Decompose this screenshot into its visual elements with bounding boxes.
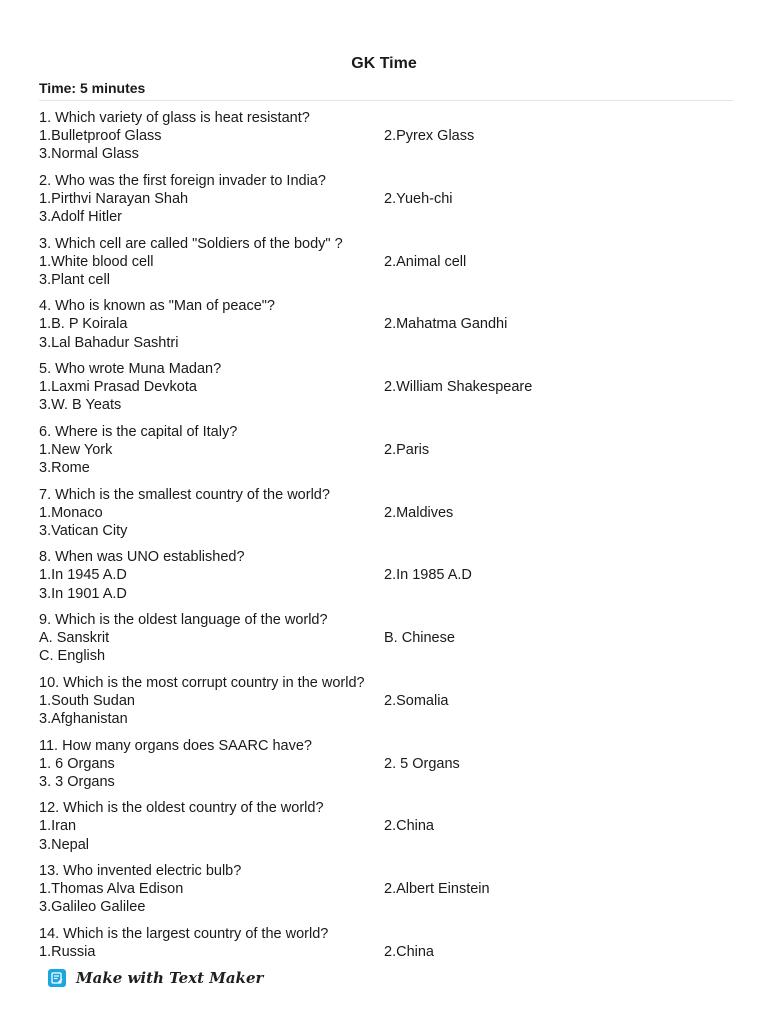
header-divider: [39, 100, 733, 101]
question-item: [39, 109, 733, 172]
question-text: 13. Who invented electric bulb?: [39, 863, 242, 879]
question-item: [39, 486, 733, 549]
option-2: 2.William Shakespeare: [384, 379, 533, 396]
option-2: 2.Albert Einstein: [384, 881, 490, 898]
option-2: 2.China: [384, 943, 434, 960]
option-2: 2.Mahatma Gandhi: [384, 316, 508, 333]
option-3: 3.Adolf Hitler: [39, 209, 123, 226]
option-1: 1.Bulletproof Glass: [39, 128, 162, 145]
question-text: 7. Which is the smallest country of the world?: [39, 486, 330, 503]
option-2: 2.Paris: [384, 441, 430, 458]
text-maker-logo-icon: [48, 969, 66, 987]
option-1: 1.In 1945 A.D: [39, 567, 127, 584]
question-text: 6. Where is the capital of Italy?: [39, 423, 238, 440]
option-1: 1.Monaco: [39, 504, 103, 521]
option-1: 1.White blood cell: [39, 253, 154, 270]
question-text: 2. Who was the first foreign invader to India?: [39, 172, 326, 189]
question-item: [39, 799, 733, 862]
question-text: 3. Which cell are called "Soldiers of the body" ?: [39, 235, 343, 252]
option-3: 3.Vatican City: [39, 522, 128, 539]
option-2: 2.Somalia: [384, 692, 449, 709]
question-item: [39, 611, 733, 674]
option-1: 1.B. P Koirala: [39, 316, 128, 333]
question-text: 12. Which is the oldest country of the world?: [39, 800, 324, 817]
question-text: 8. When was UNO established?: [39, 549, 245, 566]
question-item: [39, 674, 733, 737]
question-item: [39, 235, 733, 298]
option-3: 3.Normal Glass: [39, 146, 139, 163]
option-3: 3. 3 Organs: [39, 773, 115, 790]
option-2: 2.Maldives: [384, 504, 454, 521]
option-1: A. Sanskrit: [39, 630, 110, 647]
time-limit: Time: 5 minutes: [39, 80, 146, 96]
option-3: 3.Rome: [39, 460, 90, 477]
question-item: [39, 548, 733, 611]
option-3: 3.Galileo Galilee: [39, 899, 146, 916]
option-3: 3.In 1901 A.D: [39, 585, 127, 602]
option-1: 1. 6 Organs: [39, 755, 115, 772]
question-item: [39, 172, 733, 235]
option-1: 1.Pirthvi Narayan Shah: [39, 190, 189, 207]
question-text: 4. Who is known as "Man of peace"?: [39, 298, 275, 315]
question-text: 5. Who wrote Muna Madan?: [39, 361, 222, 377]
option-3: 3.W. B Yeats: [39, 397, 122, 414]
question-text: 11. How many organs does SAARC have?: [39, 737, 312, 754]
footer-text: Make with Text Maker: [76, 969, 264, 987]
option-3: 3.Afghanistan: [39, 711, 128, 728]
option-1: 1.New York: [39, 441, 113, 458]
option-1: 1.Russia: [39, 943, 96, 960]
question-text: 9. Which is the oldest language of the world?: [39, 612, 328, 628]
option-2: 2.China: [384, 818, 434, 835]
option-2: 2.In 1985 A.D: [384, 567, 472, 584]
footer-branding[interactable]: [48, 968, 263, 988]
option-3: 3.Lal Bahadur Sashtri: [39, 334, 179, 351]
option-1: 1.Laxmi Prasad Devkota: [39, 379, 197, 396]
option-3: 3.Plant cell: [39, 271, 110, 288]
question-text: 14. Which is the largest country of the world?: [39, 925, 329, 942]
page-title: GK Time: [351, 55, 417, 72]
option-3: C. English: [39, 648, 106, 665]
option-2: 2.Animal cell: [384, 253, 467, 270]
question-item: [39, 423, 733, 486]
question-item: [39, 360, 733, 423]
question-list: [39, 109, 733, 988]
question-text: 1. Which variety of glass is heat resistant?: [39, 110, 310, 126]
question-item: [39, 862, 733, 925]
option-2: B. Chinese: [384, 630, 455, 647]
option-3: 3.Nepal: [39, 836, 89, 853]
option-2: 2. 5 Organs: [384, 755, 460, 772]
question-text: 10. Which is the most corrupt country in the world?: [39, 674, 365, 691]
option-1: 1.South Sudan: [39, 692, 135, 709]
question-item: [39, 297, 733, 360]
option-1: 1.Iran: [39, 818, 77, 835]
option-1: 1.Thomas Alva Edison: [39, 881, 184, 898]
question-item: [39, 737, 733, 800]
option-2: 2.Yueh-chi: [384, 190, 453, 207]
option-2: 2.Pyrex Glass: [384, 128, 475, 145]
